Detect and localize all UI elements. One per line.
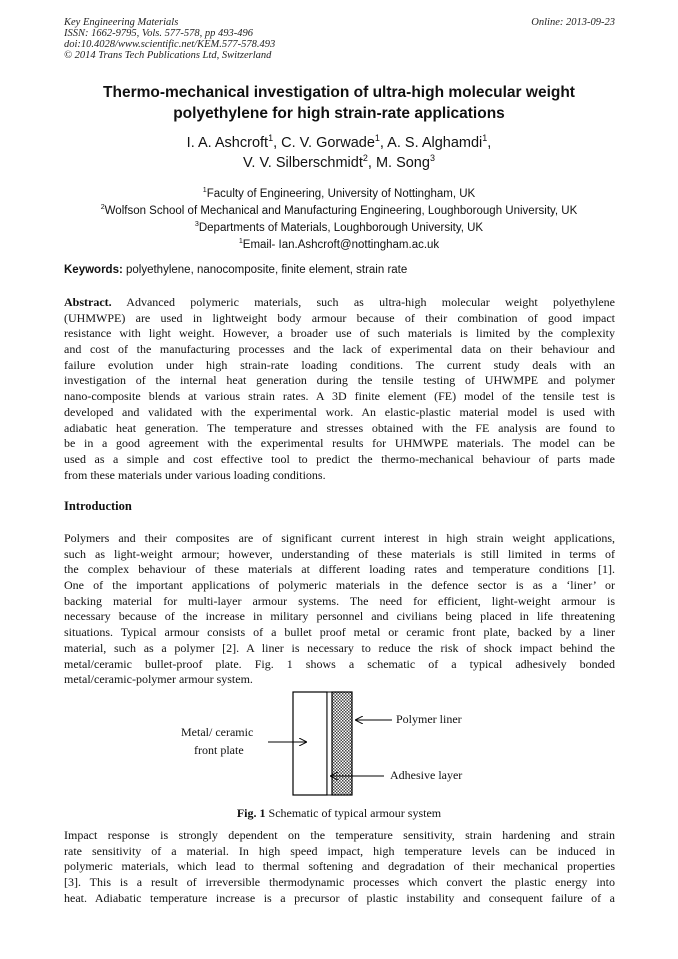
author-separator: ,: [487, 135, 492, 151]
abstract-line: be in a good agreement with the experimental results for UHMWPE materials. The model can be: [64, 436, 615, 451]
polymer-liner-label: Polymer liner: [396, 712, 462, 726]
paragraph-line: backing material for multi-layer armour systems. The need for efficient, light-weight armour is: [64, 593, 615, 608]
keywords-text: polyethylene, nanocomposite, finite element, strain rate: [122, 264, 408, 276]
paper-title: [60, 82, 618, 124]
body-paragraph: [64, 828, 615, 906]
author-separator: ,: [379, 135, 388, 151]
author-name: I. A. Ashcroft: [186, 135, 269, 151]
abstract-line: (UHMWPE) are used in lightweight body armour because of their combination of good impact: [64, 310, 615, 325]
keywords: [64, 264, 616, 276]
abstract-line: adiabatic heat generation. The temperature and stresses obtained with the FE analysis are found to: [64, 420, 615, 435]
abstract-line: from these materials under various loading conditions.: [64, 467, 326, 482]
journal-header: [64, 17, 275, 61]
journal-doi: doi:10.4028/www.scientific.net/KEM.577-578.493: [64, 39, 276, 50]
paragraph-line: polymeric materials, which lead to thermal softening and degradation of their mechanical properties: [64, 859, 615, 874]
online-date: Online: 2013-09-23: [531, 17, 615, 28]
paper-title-line-2: polyethylene for high strain-rate applications: [173, 105, 505, 122]
author-separator: ,: [367, 155, 376, 171]
keywords-label: Keywords:: [64, 264, 123, 276]
author-name: V. V. Silberschmidt: [243, 155, 363, 171]
paragraph-line: situations. Typical armour consists of a bullet proof metal or ceramic front plate, backed by a liner: [64, 625, 615, 640]
author-affil-mark: 1: [268, 133, 274, 144]
paragraph-line: necessary because of the increase in military personnel and civilians being placed in life threatening: [64, 609, 615, 624]
paragraph-line: the complex behaviour of these materials at different loading rates and temperature conditions [1].: [64, 562, 615, 577]
author-affil-mark: 1: [374, 133, 380, 144]
abstract-label: Abstract.: [64, 295, 112, 309]
abstract-line: developed and validated with the experimental work. An elastic-plastic material model is used with: [64, 404, 615, 419]
paragraph-line: One of the important applications of polymeric materials in the defence sector is as a ‘liner’ or: [64, 578, 615, 593]
paragraph-line: [3]. This is a result of irreversible thermodynamic processes which convert the plastic energy into: [64, 875, 615, 890]
abstract-line: investigation of the internal heat generation during the tensile testing of UHWMPE and polymer: [64, 373, 615, 388]
figure-caption-text: Schematic of typical armour system: [265, 806, 442, 820]
author-list: [60, 133, 618, 173]
affiliation-mark: 3: [194, 220, 199, 229]
armour-schematic-diagram: [0, 690, 678, 800]
front-plate-label: front plate: [194, 743, 244, 757]
abstract-line: [64, 295, 615, 311]
author-affil-mark: 3: [429, 153, 435, 164]
affiliation-list: [60, 186, 618, 254]
author-separator: ,: [273, 135, 282, 151]
author-affil-mark: 2: [362, 153, 368, 164]
paragraph-line: material, such as a polymer [2]. A liner is necessary to reduce the risk of shock impact behind the: [64, 640, 615, 655]
abstract-line: failure evolution under high strain-rate loading conditions. The current study deals with an: [64, 357, 615, 372]
paragraph-line: such as light-weight armour; however, understanding of these materials is still limited in terms of: [64, 546, 615, 561]
author-name: C. V. Gorwade: [281, 135, 375, 151]
paragraph-line: metal/ceramic-polymer armour system.: [64, 672, 253, 687]
author-line-1: [60, 133, 618, 153]
affiliation-text: Faculty of Engineering, University of Nottingham, UK: [206, 188, 476, 200]
affiliation-text: Departments of Materials, Loughborough University, UK: [198, 222, 484, 234]
author-name: A. S. Alghamdi: [387, 135, 483, 151]
adhesive-layer: [327, 692, 332, 795]
author-line-2: [60, 153, 618, 173]
author-affil-mark: 1: [482, 133, 488, 144]
abstract-text: Advanced polymeric materials, such as ultra-high molecular weight polyethylene: [111, 295, 615, 309]
abstract-line: nano-composite blends at various strain rates. A 3D finite element (FE) model of the tensile test is: [64, 389, 615, 404]
affiliation-line: [60, 220, 618, 237]
email-text: Email- Ian.Ashcroft@nottingham.ac.uk: [242, 239, 440, 251]
metal-ceramic-label: Metal/ ceramic: [181, 725, 254, 739]
affiliation-mark: 2: [100, 203, 105, 212]
affiliation-mark: 1: [238, 237, 243, 246]
journal-copyright: © 2014 Trans Tech Publications Ltd, Switzerland: [64, 50, 272, 61]
adhesive-layer-label: Adhesive layer: [390, 768, 463, 782]
email-line: [60, 237, 618, 254]
paragraph-line: heat. Adiabatic temperature increase is a precursor of plastic instability and consequent failure of a: [64, 890, 615, 905]
introduction-paragraph: [64, 531, 615, 688]
paragraph-line: Impact response is strongly dependent on the temperature sensitivity, strain hardening and strain: [64, 828, 615, 842]
polymer-liner: [332, 692, 352, 795]
section-heading-introduction: Introduction: [64, 499, 132, 513]
abstract-line: resistance with light weight. However, a broader use of such materials is limited by the complexity: [64, 326, 615, 341]
abstract-line: and cost of the manufacturing processes and the lack of experimental data on their behaviour and: [64, 342, 615, 357]
affiliation-line: [60, 203, 618, 220]
figure-caption-label: Fig. 1: [236, 806, 266, 820]
author-name: M. Song: [375, 155, 430, 171]
figure-caption: [0, 806, 678, 821]
paragraph-line: metal/ceramic bullet-proof plate. Fig. 1 shows a schematic of a typical adhesively bonded: [64, 656, 615, 671]
affiliation-line: [60, 186, 618, 203]
abstract: [64, 295, 615, 483]
paper-title-line-1: Thermo-mechanical investigation of ultra-high molecular weight: [103, 84, 575, 101]
figure-armour-schematic: [0, 690, 678, 800]
metal-ceramic-plate: [293, 692, 327, 795]
paragraph-line: Polymers and their composites are of significant current interest in high strain weight applications,: [64, 531, 615, 545]
abstract-line: used as a simple and cost effective tool to predict the thermo-mechanical behaviour of parts made: [64, 451, 615, 466]
affiliation-text: Wolfson School of Mechanical and Manufacturing Engineering, Loughborough University, UK: [104, 205, 578, 217]
journal-name: Key Engineering Materials: [64, 17, 179, 28]
paragraph-line: rate sensitivity of a material. In high speed impact, high temperature levels can be induced in: [64, 843, 615, 858]
journal-issn: ISSN: 1662-9795, Vols. 577-578, pp 493-496: [64, 28, 253, 39]
affiliation-mark: 1: [202, 186, 207, 195]
